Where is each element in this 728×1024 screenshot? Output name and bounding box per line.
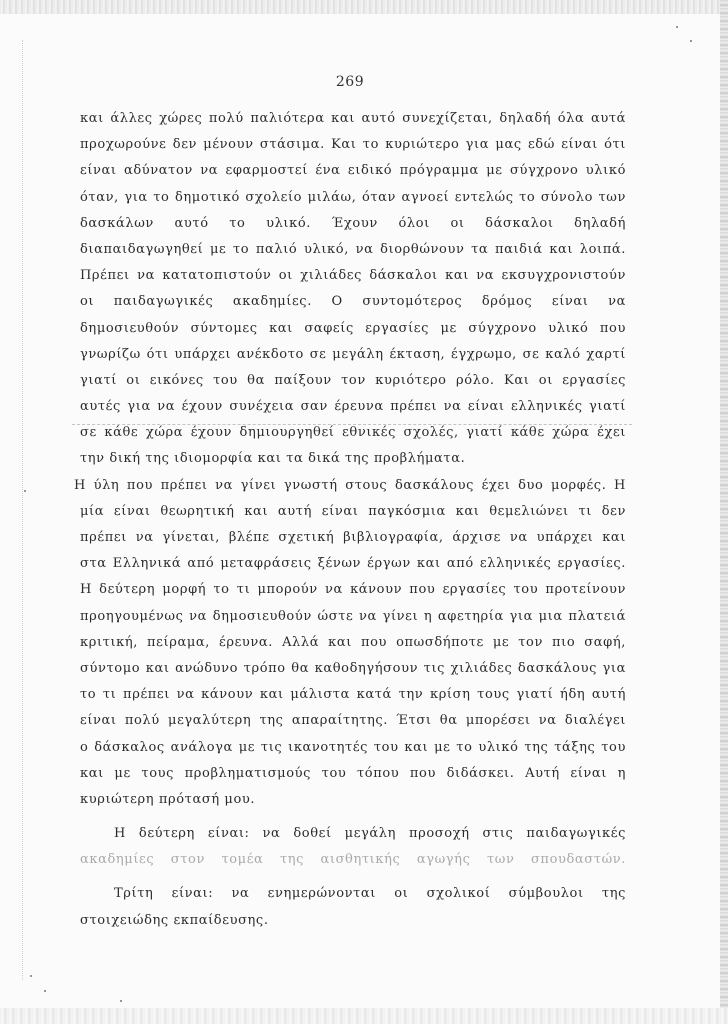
text-line: είναι πολύ μεγαλύτερη της απαραίτητης. Έτσι θα μπορέσει να διαλέγει bbox=[80, 713, 626, 729]
text-line: αυτές για να έχουν συνέχεια σαν έρευνα πρέπει να είναι ελληνικές γιατί bbox=[80, 399, 626, 415]
body-text bbox=[74, 106, 626, 934]
text-line: σύντομο και ανώδυνο τρόπο θα καθοδηγήσουν τις χιλιάδες δασκάλους για bbox=[80, 660, 626, 676]
text-line: Η δεύτερη είναι: να δοθεί μεγάλη προσοχή στις παιδαγωγικές bbox=[114, 826, 626, 842]
text-line: την δική της ιδιομορφία και τα δικά της προβλήματα. bbox=[80, 451, 466, 467]
scan-speck bbox=[676, 26, 678, 28]
text-line: προηγουμένως να δημοσιευθούν ώστε να γίνει η αφετηρία για μια πλατειά bbox=[80, 608, 626, 624]
text-line: δημοσιευθούν σύντομες και σαφείς εργασίες με σύγχρονο υλικό που bbox=[80, 320, 626, 336]
text-line: ο δάσκαλος ανάλογα με τις ικανοτητές του και με το υλικό της τάξης του bbox=[80, 739, 626, 755]
text-line: στοιχειώδης εκπαίδευσης. bbox=[80, 912, 269, 928]
scan-edge-left bbox=[22, 40, 24, 980]
text-line: είναι αδύνατον να εφαρμοστεί ένα ειδικό πρόγραμμα με σύγχρονο υλικό bbox=[80, 163, 626, 179]
text-line: Η ύλη που πρέπει να γίνει γνωστή στους δασκάλους έχει δυο μορφές. Η bbox=[74, 477, 626, 493]
text-line: κριτική, πείραμα, έρευνα. Αλλά και που οπωσδήποτε με τον πιο σαφή, bbox=[80, 634, 626, 650]
text-line: Πρέπει να κατατοπιστούν οι χιλιάδες δάσκαλοι και να εκσυγχρονιστούν bbox=[80, 268, 626, 284]
text-line: πρέπει να γίνεται, βλέπε σχετική βιβλιογραφία, άρχισε να υπάρχει και bbox=[80, 530, 626, 545]
scan-speck bbox=[30, 975, 32, 977]
scan-speck bbox=[690, 40, 692, 42]
page-number: 269 bbox=[335, 74, 365, 90]
text-line: και με τους προβληματισμούς του τόπου που διδάσκει. Αυτή είναι η bbox=[80, 765, 626, 781]
text-line: το τι πρέπει να κάνουν και μάλιστα κατά την κρίση τους γιατί ήδη αυτή bbox=[80, 687, 626, 703]
scan-edge-right bbox=[720, 0, 728, 1024]
text-line: ακαδημίες στον τομέα της αισθητικής αγωγής των σπουδαστών. bbox=[80, 852, 626, 868]
text-line: όταν, για το δημοτικό σχολείο μιλάω, όταν αγνοεί εντελώς το σύνολο των bbox=[80, 189, 626, 205]
text-line: σε κάθε χώρα έχουν δημιουργηθεί εθνικές σχολές, γιατί κάθε χώρα έχει bbox=[80, 425, 626, 441]
text-line: διαπαιδαγωγηθεί με το παλιό υλικό, να διορθώνουν τα παιδιά και λοιπά. bbox=[80, 241, 626, 257]
scan-speck bbox=[44, 990, 46, 992]
text-line: στα Ελληνικά από μεταφράσεις ξένων έργων και από ελληνικές εργασίες. bbox=[80, 556, 626, 572]
text-line: μία είναι θεωρητική και αυτή είναι παγκόσμια και θεμελιώνει τι δεν bbox=[80, 503, 626, 519]
text-line: και άλλες χώρες πολύ παλιότερα και αυτό συνεχίζεται, δηλαδή όλα αυτά bbox=[80, 111, 626, 126]
text-line: κυριώτερη πρότασή μου. bbox=[80, 791, 256, 807]
scan-edge-top bbox=[0, 0, 728, 14]
text-line: Η δεύτερη μορφή το τι μπορούν να κάνουν που εργασίες του προτείνουν bbox=[80, 582, 626, 598]
scan-edge-bottom bbox=[0, 1008, 728, 1024]
text-line: γιατί οι εικόνες του θα παίξουν τον κυριότερο ρόλο. Και οι εργασίες bbox=[80, 372, 626, 388]
text-line: δασκάλων αυτό το υλικό. Έχουν όλοι οι δάσκαλοι δηλαδή bbox=[80, 215, 626, 231]
scan-speck bbox=[24, 490, 26, 492]
text-line: γνωρίζω ότι υπάρχει ανέκδοτο σε μεγάλη έκταση, έγχρωμο, σε καλό χαρτί bbox=[80, 346, 626, 362]
text-line: Τρίτη είναι: να ενημερώνονται οι σχολικοί σύμβουλοι της bbox=[114, 886, 626, 902]
text-line: προχωρούνε δεν μένουν στάσιμα. Και το κυριώτερο για μας εδώ είναι ότι bbox=[80, 137, 626, 153]
scan-speck bbox=[120, 1000, 122, 1002]
text-line: οι παιδαγωγικές ακαδημίες. Ο συντομότερος δρόμος είναι να bbox=[80, 294, 626, 310]
